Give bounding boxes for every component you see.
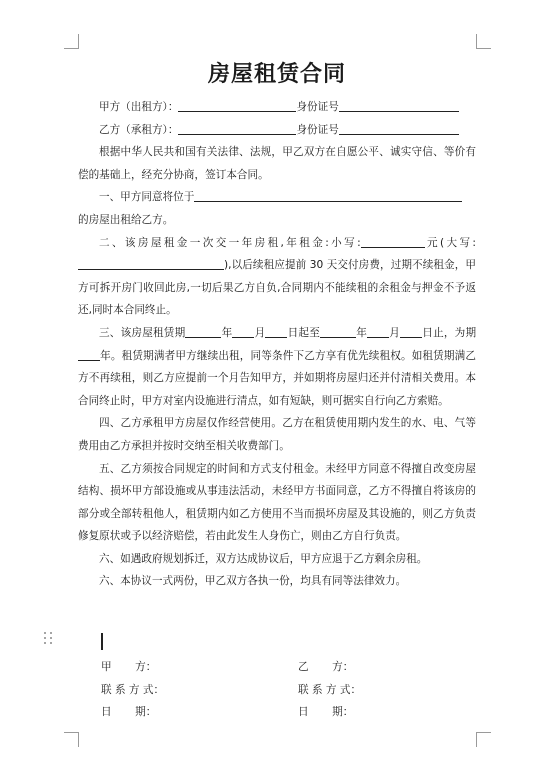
signature-contact-a: 联 系 方 式： (101, 683, 165, 696)
clause-6-demolition: 六、如遇政府规划拆迁，双方达成协议后，甲方应退于乙方剩余房租。 (99, 552, 428, 565)
document-title: 房屋租赁合同 (207, 62, 346, 87)
clause-3 (78, 322, 476, 412)
party-a-id-blank[interactable] (339, 99, 459, 112)
drag-handle-icon[interactable] (44, 632, 54, 646)
clause-2 (78, 232, 476, 322)
party-b-id-blank[interactable] (339, 122, 459, 135)
clause-3-text-b: 年。租赁期满者甲方继续出租，同等条件下乙方享有优先续租权。如租赁期满乙方不再续租，则乙方应提前一个月告知甲方，并如期将房屋归还并付清相关费用。本合同终止时，甲方对室内设施进行清点，如有短缺，则可据实自行向乙方索赔。 (78, 349, 476, 407)
crop-mark-bottom-left (64, 732, 79, 747)
party-b-id-label: 身份证号 (296, 123, 339, 136)
signature-party-b: 乙 方： (298, 661, 354, 673)
end-day-blank[interactable] (400, 325, 422, 338)
clause-2-text: 二、该房屋租金一次交一年房租,年租金:小写: (99, 236, 361, 249)
end-year-blank[interactable] (320, 325, 356, 338)
signature-contact-b: 联 系 方 式： (298, 683, 362, 696)
start-year-blank[interactable] (185, 325, 221, 338)
crop-mark-bottom-right (476, 732, 491, 747)
crop-mark-top-right (476, 34, 491, 49)
address-blank[interactable] (194, 189, 462, 202)
text-cursor (101, 633, 103, 650)
party-a-id-label: 身份证号 (296, 101, 339, 113)
party-b-line (78, 119, 476, 142)
end-month-blank[interactable] (367, 325, 389, 338)
clause-6-copies: 六、本协议一式两份，甲乙双方各执一份，均具有同等法律效力。 (99, 575, 407, 588)
signature-date-a: 日 期： (101, 706, 157, 718)
clause-3-year-2: 年 (356, 326, 368, 339)
clause-1-text: 一、甲方同意将位于 (99, 191, 195, 204)
rent-uppercase-blank[interactable] (78, 257, 224, 270)
clause-2-text-b: 元(大写: (424, 236, 476, 249)
clause-3-from: 日起至 (287, 326, 321, 339)
clause-5: 五、乙方须按合同规定的时间和方式支付租金。未经甲方同意不得擅自改变房屋结构、损坏甲方部设施或从事违法活动，未经甲方书面同意，乙方不得擅自将该房的部分或全部转租他人，租赁期内如乙方使用不当而损坏房屋及其设施的，则乙方负责修复原状或予以经济赔偿，若由此发生人身伤亡，则由乙方自行负责。 (78, 462, 476, 543)
party-a-label: 甲方（出租方）： (99, 101, 179, 113)
signature-party-a: 甲 方： (101, 661, 157, 673)
clause-1 (78, 186, 476, 209)
start-day-blank[interactable] (265, 325, 287, 338)
signature-block-party-a (101, 656, 164, 724)
clause-2-text-c: ),以后续租应提前 30 天交付房费，过期不续租金，甲方可拆开房门收回此房,一切后果乙方自负,合同期内不能续租的余租金与押金不予返还,同时本合同终止。 (78, 259, 476, 317)
signature-block-party-b (298, 656, 361, 724)
clause-3-year: 年 (221, 326, 233, 339)
party-a-name-blank[interactable] (178, 99, 296, 112)
signature-date-b: 日 期： (298, 706, 354, 718)
clause-3-to-end: 日止，为期 (422, 326, 477, 339)
rent-lowercase-blank[interactable] (361, 235, 425, 248)
clause-3-month: 月 (254, 326, 266, 339)
party-a-line (78, 96, 476, 119)
clause-3-text: 三、该房屋租赁期 (99, 326, 186, 339)
party-b-label: 乙方（承租方）： (99, 123, 179, 136)
clause-3-month-2: 月 (389, 326, 401, 339)
party-b-name-blank[interactable] (178, 122, 296, 135)
start-month-blank[interactable] (232, 325, 254, 338)
term-years-blank[interactable] (78, 348, 100, 361)
crop-mark-top-left (64, 34, 79, 49)
clause-4: 四、乙方承租甲方房屋仅作经营使用。乙方在租赁使用期内发生的水、电、气等费用由乙方承担并按时交纳至相关收费部门。 (78, 417, 476, 452)
preamble-paragraph: 根据中华人民共和国有关法律、法规，甲乙双方在自愿公平、诚实守信、等价有偿的基础上，经充分协商，签订本合同。 (78, 146, 476, 181)
clause-1-end: 的房屋出租给乙方。 (78, 213, 174, 226)
document-body[interactable] (78, 50, 476, 593)
